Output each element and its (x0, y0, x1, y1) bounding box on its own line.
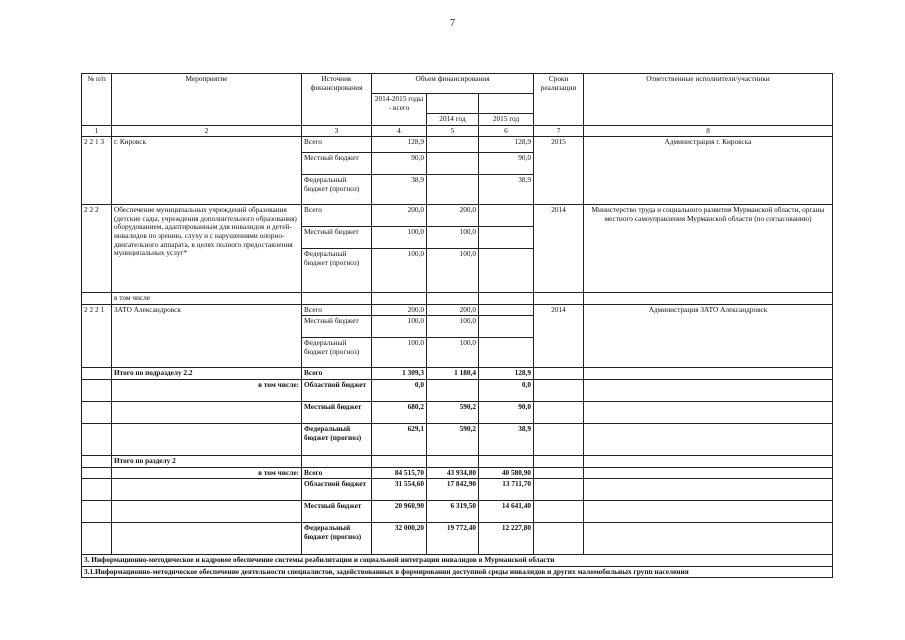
row-2015 (479, 205, 534, 227)
empty-cell (372, 293, 427, 305)
row-num: 2 2 2 (82, 205, 112, 293)
incl-label: в том числе: (112, 467, 302, 479)
empty-cell (534, 402, 584, 424)
row-2015: 128,9 (479, 137, 534, 153)
row-2015: 90,0 (479, 402, 534, 424)
subtotal-label: Итого по подразделу 2.2 (112, 368, 302, 380)
header-blank (479, 94, 534, 114)
header-event: Мероприятие (112, 74, 302, 126)
row-2015: 128,9 (479, 368, 534, 380)
row-2014 (427, 137, 479, 153)
row-2015 (479, 227, 534, 249)
row-source: Местный бюджет (302, 501, 372, 523)
header-num: № п/п (82, 74, 112, 126)
row-source: Местный бюджет (302, 227, 372, 249)
row-source: Федеральный бюджет (прогноз) (302, 523, 372, 555)
row-source: Федеральный бюджет (прогноз) (302, 249, 372, 293)
row-total: 20 960,90 (372, 501, 427, 523)
header-source: Источник финансирования (302, 74, 372, 126)
row-source: Всего (302, 467, 372, 479)
empty-cell (584, 456, 833, 468)
row-source: Федеральный бюджет (прогноз) (302, 175, 372, 205)
empty-cell (82, 368, 112, 380)
row-2015: 14 641,40 (479, 501, 534, 523)
in-that-number: в том числе (112, 293, 302, 305)
row-2015: 40 580,90 (479, 467, 534, 479)
empty-cell (82, 501, 112, 523)
row-total: 38,9 (372, 175, 427, 205)
header-volume: Объем финансирования (372, 74, 534, 94)
row-2015 (479, 338, 534, 368)
row-2014: 590,2 (427, 402, 479, 424)
row-responsible: Администрация ЗАТО Александровск (584, 304, 833, 368)
row-2014: 100,0 (427, 316, 479, 338)
row-source: Областной бюджет (302, 479, 372, 501)
row-total: 100,0 (372, 227, 427, 249)
header-responsible: Ответственные исполнители/участники (584, 74, 833, 126)
row-total: 128,9 (372, 137, 427, 153)
col-number: 1 (82, 125, 112, 137)
empty-cell (112, 501, 302, 523)
row-2014: 1 180,4 (427, 368, 479, 380)
row-2015: 12 227,80 (479, 523, 534, 555)
row-2014: 17 842,90 (427, 479, 479, 501)
row-2014: 100,0 (427, 338, 479, 368)
empty-cell (82, 523, 112, 555)
row-responsible: Министерство труда и социального развития Мурманской области, органы местного самоуправления Мурманской области (по согласованию) (584, 205, 833, 293)
row-2014: 100,0 (427, 227, 479, 249)
row-2015 (479, 316, 534, 338)
row-num: 2 2 1 3 (82, 137, 112, 205)
row-2015: 38,9 (479, 424, 534, 456)
row-total: 32 000,20 (372, 523, 427, 555)
row-source: Всего (302, 368, 372, 380)
row-term: 2015 (534, 137, 584, 205)
section-3-1-heading: 3.1.Информационно-методическое обеспечение деятельности специалистов, задействованных в формировании доступной среды инвалидов и других маломобильных групп населения (82, 566, 833, 578)
col-number: 2 (112, 125, 302, 137)
row-2014: 6 319,50 (427, 501, 479, 523)
row-total: 90,0 (372, 153, 427, 175)
row-2015: 90,0 (479, 153, 534, 175)
empty-cell (82, 402, 112, 424)
row-2014 (427, 380, 479, 402)
row-num: 2 2 2 1 (82, 304, 112, 368)
empty-cell (82, 293, 112, 305)
financing-table (81, 73, 833, 578)
empty-cell (479, 293, 534, 305)
empty-cell (82, 479, 112, 501)
empty-cell (534, 380, 584, 402)
empty-cell (372, 456, 427, 468)
empty-cell (534, 293, 584, 305)
row-total: 100,0 (372, 249, 427, 293)
row-responsible: Администрация г. Кировска (584, 137, 833, 205)
row-source: Федеральный бюджет (прогноз) (302, 338, 372, 368)
empty-cell (82, 456, 112, 468)
row-total: 100,0 (372, 338, 427, 368)
empty-cell (112, 424, 302, 456)
empty-cell (584, 293, 833, 305)
empty-cell (584, 402, 833, 424)
row-2014: 100,0 (427, 249, 479, 293)
empty-cell (534, 368, 584, 380)
empty-cell (584, 368, 833, 380)
header-blank (427, 94, 479, 114)
empty-cell (427, 456, 479, 468)
subtotal-label: Итого по разделу 2 (112, 456, 302, 468)
row-2015: 0,0 (479, 380, 534, 402)
col-number: 4 (372, 125, 427, 137)
row-2014: 19 772,40 (427, 523, 479, 555)
row-total: 1 309,3 (372, 368, 427, 380)
empty-cell (534, 456, 584, 468)
col-number: 3 (302, 125, 372, 137)
row-term: 2014 (534, 304, 584, 368)
empty-cell (534, 479, 584, 501)
empty-cell (82, 424, 112, 456)
empty-cell (112, 402, 302, 424)
row-total: 629,1 (372, 424, 427, 456)
row-source: Местный бюджет (302, 153, 372, 175)
row-2015: 38,9 (479, 175, 534, 205)
row-total: 680,2 (372, 402, 427, 424)
header-total: 2014-2015 годы - всего (372, 94, 427, 126)
empty-cell (82, 467, 112, 479)
row-source: Областной бюджет (302, 380, 372, 402)
empty-cell (112, 479, 302, 501)
page-number: 7 (450, 18, 455, 29)
row-2014 (427, 175, 479, 205)
empty-cell (427, 293, 479, 305)
empty-cell (302, 293, 372, 305)
row-source: Местный бюджет (302, 402, 372, 424)
row-2014: 590,2 (427, 424, 479, 456)
row-total: 0,0 (372, 380, 427, 402)
row-total: 31 554,60 (372, 479, 427, 501)
header-2015: 2015 год (479, 114, 534, 126)
header-2014: 2014 год (427, 114, 479, 126)
empty-cell (584, 424, 833, 456)
row-total: 200,0 (372, 205, 427, 227)
row-2014 (427, 153, 479, 175)
row-2015: 13 711,70 (479, 479, 534, 501)
row-source: Местный бюджет (302, 316, 372, 338)
empty-cell (534, 424, 584, 456)
col-number: 7 (534, 125, 584, 137)
empty-cell (534, 501, 584, 523)
section-3-heading: 3. Информационно-методическое и кадровое обеспечение системы реабилитации и социальной интеграции инвалидов в Мурманской области (82, 555, 833, 567)
empty-cell (584, 380, 833, 402)
row-2015 (479, 304, 534, 316)
row-2015 (479, 249, 534, 293)
row-total: 84 515,70 (372, 467, 427, 479)
row-2014: 43 934,80 (427, 467, 479, 479)
col-number: 5 (427, 125, 479, 137)
incl-label: в том числе: (112, 380, 302, 402)
row-source: Всего (302, 304, 372, 316)
row-event: г. Кировск (112, 137, 302, 205)
row-total: 200,0 (372, 304, 427, 316)
row-source: Всего (302, 205, 372, 227)
empty-cell (534, 523, 584, 555)
empty-cell (302, 456, 372, 468)
row-event: Обеспечение муниципальных учреждений образования (детские сады, учреждения дополнительного образования) оборудованием, адаптированным для инвалидов и детей-инвалидов по зрению, слуху и с нарушениями опорно-двигательного аппарата, в целях полного предоставления муниципальных услуг* (112, 205, 302, 293)
empty-cell (82, 380, 112, 402)
empty-cell (584, 523, 833, 555)
empty-cell (112, 523, 302, 555)
empty-cell (479, 456, 534, 468)
empty-cell (584, 479, 833, 501)
col-number: 6 (479, 125, 534, 137)
row-term: 2014 (534, 205, 584, 293)
header-term: Сроки реализации (534, 74, 584, 126)
empty-cell (534, 467, 584, 479)
row-2014: 200,0 (427, 304, 479, 316)
col-number: 8 (584, 125, 833, 137)
row-source: Федеральный бюджет (прогноз) (302, 424, 372, 456)
row-source: Всего (302, 137, 372, 153)
row-event: ЗАТО Александровск (112, 304, 302, 368)
empty-cell (584, 501, 833, 523)
empty-cell (584, 467, 833, 479)
row-total: 100,0 (372, 316, 427, 338)
row-2014: 200,0 (427, 205, 479, 227)
